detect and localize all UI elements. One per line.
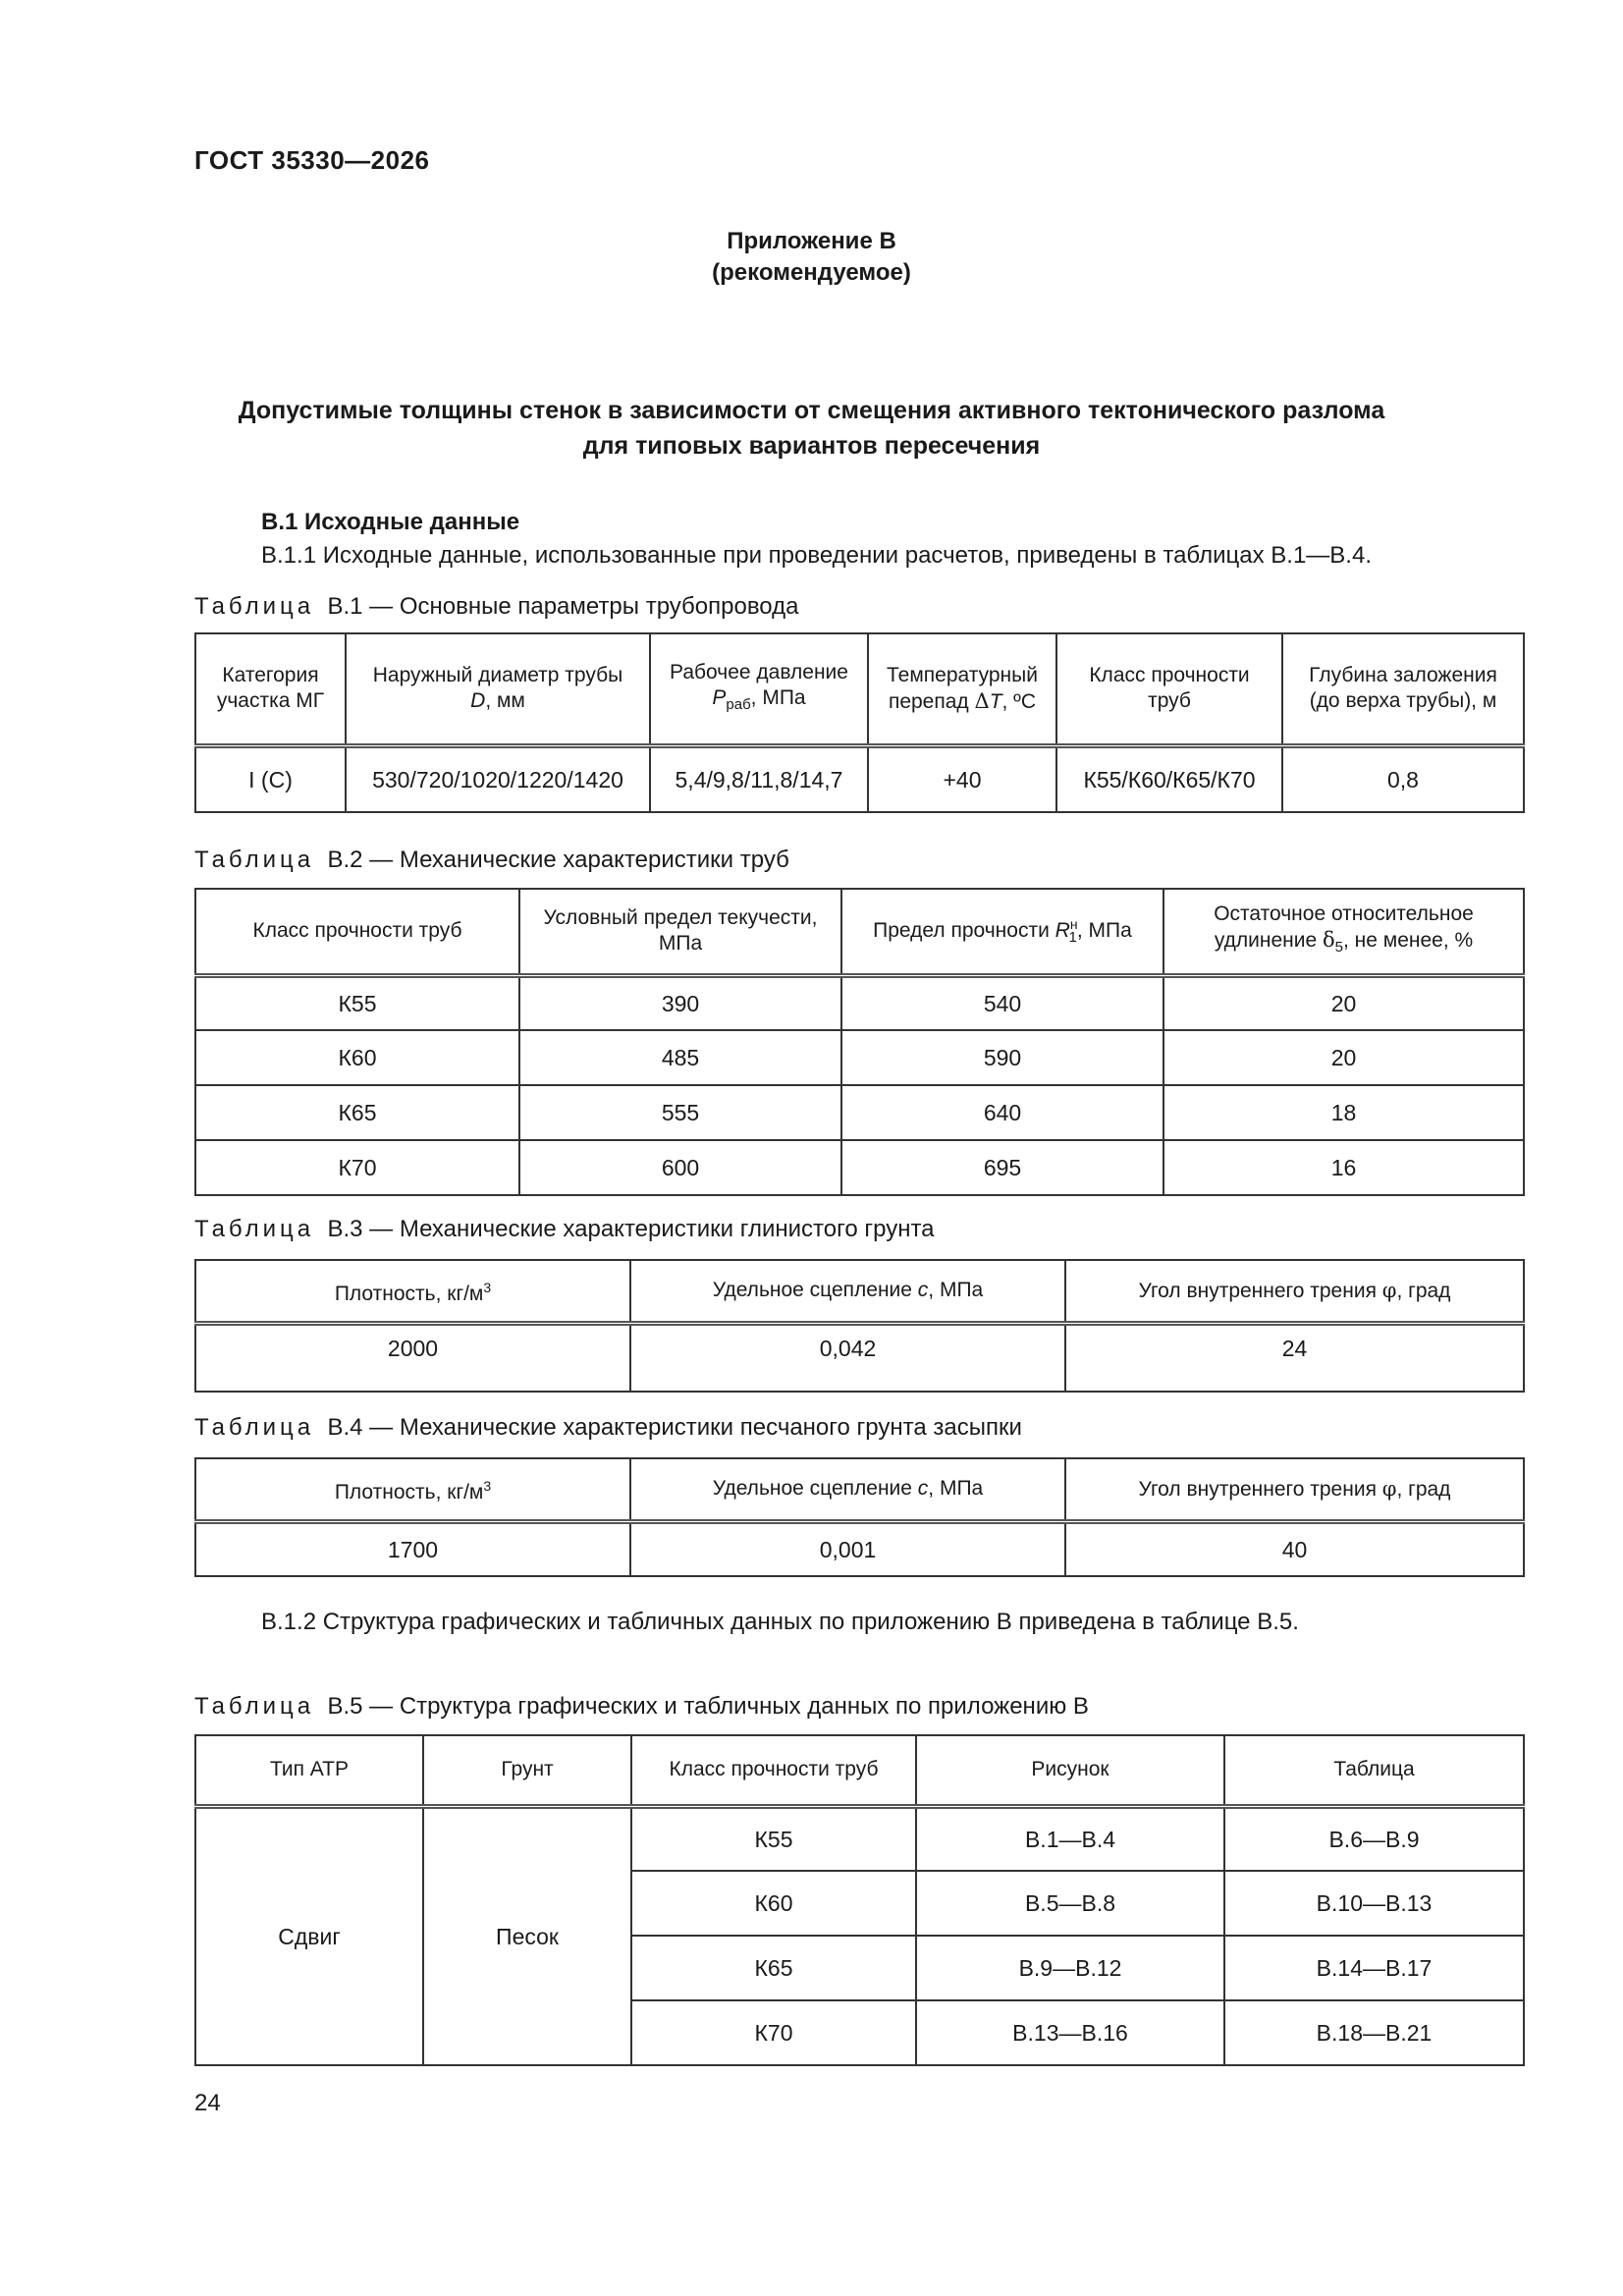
table-word: Таблица [194, 1216, 315, 1242]
header-cell: Рисунок [916, 1735, 1224, 1806]
header-cell: Таблица [1224, 1735, 1524, 1806]
table-b1-caption [194, 593, 798, 621]
table-cell-soil: Песок [423, 1806, 631, 2065]
header-cell: Предел прочности $R^н_1$, МПа [841, 889, 1163, 975]
table-header-row [195, 1735, 1524, 1806]
table-word: Таблица [194, 593, 315, 620]
table-cell: К70 [195, 1140, 519, 1195]
table-row [195, 1806, 1524, 1871]
header-cell: Глубина заложения (до верха трубы), м [1282, 633, 1524, 745]
table-cell: В.14—В.17 [1224, 1936, 1524, 2000]
table-cell: 600 [519, 1140, 841, 1195]
table-row [195, 1323, 1524, 1392]
table-cell: 24 [1065, 1323, 1524, 1392]
table-cell: 20 [1163, 1030, 1524, 1085]
caption-text: В.2 — Механические характеристики труб [327, 847, 789, 873]
table-cell: 0,042 [630, 1323, 1065, 1392]
section-heading: В.1 Исходные данные [261, 509, 520, 535]
header-cell: Остаточное относительное удлинение $\delta_5$, не менее, % [1163, 889, 1524, 975]
table-cell: В.5—В.8 [916, 1871, 1224, 1936]
table-cell: 555 [519, 1085, 841, 1140]
table-cell: К70 [631, 2000, 916, 2065]
table-cell: 530/720/1020/1220/1420 [346, 745, 650, 812]
table-row [195, 975, 1524, 1030]
header-cell: Рабочее давление $P_{раб}$, МПа [650, 633, 868, 745]
table-b5 [194, 1734, 1525, 2066]
table-row [195, 1140, 1524, 1195]
appendix-status: (рекомендуемое) [712, 259, 911, 286]
table-cell: К65 [195, 1085, 519, 1140]
header-cell: Класс прочности труб [1056, 633, 1282, 745]
table-cell: 18 [1163, 1085, 1524, 1140]
table-b2-caption [194, 847, 789, 874]
table-cell-atr-type: Сдвиг [195, 1806, 423, 2065]
caption-text: В.4 — Механические характеристики песчаного грунта засыпки [327, 1414, 1022, 1441]
table-cell: 0,001 [630, 1521, 1065, 1576]
table-cell: 590 [841, 1030, 1163, 1085]
table-b3-caption [194, 1216, 935, 1243]
title-line-2: для типовых вариантов пересечения [582, 432, 1041, 460]
header-cell: Условный предел текучести, МПа [519, 889, 841, 975]
header-cell: Угол внутреннего трения φ, град [1065, 1458, 1524, 1521]
table-b1 [194, 632, 1525, 813]
header-cell: Удельное сцепление с, МПа [630, 1260, 1065, 1323]
table-row [195, 1521, 1524, 1576]
header-cell: Плотность, $кг/м^3$ [195, 1260, 630, 1323]
table-cell: 2000 [195, 1323, 630, 1392]
table-b2 [194, 888, 1525, 1196]
table-cell: 695 [841, 1140, 1163, 1195]
table-cell: 485 [519, 1030, 841, 1085]
table-cell: К55/К60/К65/К70 [1056, 745, 1282, 812]
table-b5-caption [194, 1693, 1089, 1721]
table-cell: 640 [841, 1085, 1163, 1140]
table-cell: В.1—В.4 [916, 1806, 1224, 1871]
title-line-1: Допустимые толщины стенок в зависимости от смещения активного тектонического разлома [238, 397, 1385, 424]
table-b4 [194, 1457, 1525, 1577]
table-cell: 0,8 [1282, 745, 1524, 812]
table-cell: В.10—В.13 [1224, 1871, 1524, 1936]
table-row [195, 1085, 1524, 1140]
header-cell: Температурный перепад ΔT, ºС [868, 633, 1056, 745]
table-cell: 390 [519, 975, 841, 1030]
standard-number: ГОСТ 35330—2026 [194, 145, 430, 175]
paragraph-b12: В.1.2 Структура графических и табличных данных по приложению В приведена в таблице В.5. [261, 1609, 1299, 1635]
header-cell: Класс прочности труб [631, 1735, 916, 1806]
document-title [0, 393, 1623, 464]
table-b4-caption [194, 1414, 1022, 1442]
header-cell: Плотность, $кг/м^3$ [195, 1458, 630, 1521]
table-row [195, 1030, 1524, 1085]
caption-text: В.1 — Основные параметры трубопровода [327, 593, 799, 620]
table-cell: В.13—В.16 [916, 2000, 1224, 2065]
table-cell: В.18—В.21 [1224, 2000, 1524, 2065]
header-cell: Тип АТР [195, 1735, 423, 1806]
table-cell: 40 [1065, 1521, 1524, 1576]
table-cell: К60 [631, 1871, 916, 1936]
table-cell: 16 [1163, 1140, 1524, 1195]
table-cell: 540 [841, 975, 1163, 1030]
header-cell: Наружный диаметр трубы D, мм [346, 633, 650, 745]
table-header-row [195, 889, 1524, 975]
table-header-row [195, 1458, 1524, 1521]
table-cell: +40 [868, 745, 1056, 812]
header-cell: Грунт [423, 1735, 631, 1806]
table-cell: I (С) [195, 745, 346, 812]
table-cell: 20 [1163, 975, 1524, 1030]
table-header-row [195, 633, 1524, 745]
header-cell: Категория участка МГ [195, 633, 346, 745]
table-cell: К55 [631, 1806, 916, 1871]
caption-text: В.3 — Механические характеристики глинистого грунта [327, 1216, 935, 1242]
table-cell: К60 [195, 1030, 519, 1085]
table-cell: В.6—В.9 [1224, 1806, 1524, 1871]
paragraph-b11: В.1.1 Исходные данные, использованные при проведении расчетов, приведены в таблицах В.1—В.4. [261, 542, 1372, 569]
header-cell: Угол внутреннего трения φ, град [1065, 1260, 1524, 1323]
appendix-title: Приложение В [727, 228, 896, 254]
table-cell: В.9—В.12 [916, 1936, 1224, 2000]
table-row [195, 745, 1524, 812]
table-word: Таблица [194, 1693, 315, 1720]
table-cell: 5,4/9,8/11,8/14,7 [650, 745, 868, 812]
page-number: 24 [194, 2090, 221, 2116]
table-word: Таблица [194, 847, 315, 873]
table-header-row [195, 1260, 1524, 1323]
header-cell: Удельное сцепление с, МПа [630, 1458, 1065, 1521]
table-word: Таблица [194, 1414, 315, 1441]
header-cell: Класс прочности труб [195, 889, 519, 975]
table-cell: К55 [195, 975, 519, 1030]
table-cell: 1700 [195, 1521, 630, 1576]
table-b3 [194, 1259, 1525, 1393]
table-cell: К65 [631, 1936, 916, 2000]
caption-text: В.5 — Структура графических и табличных данных по приложению В [327, 1693, 1089, 1720]
